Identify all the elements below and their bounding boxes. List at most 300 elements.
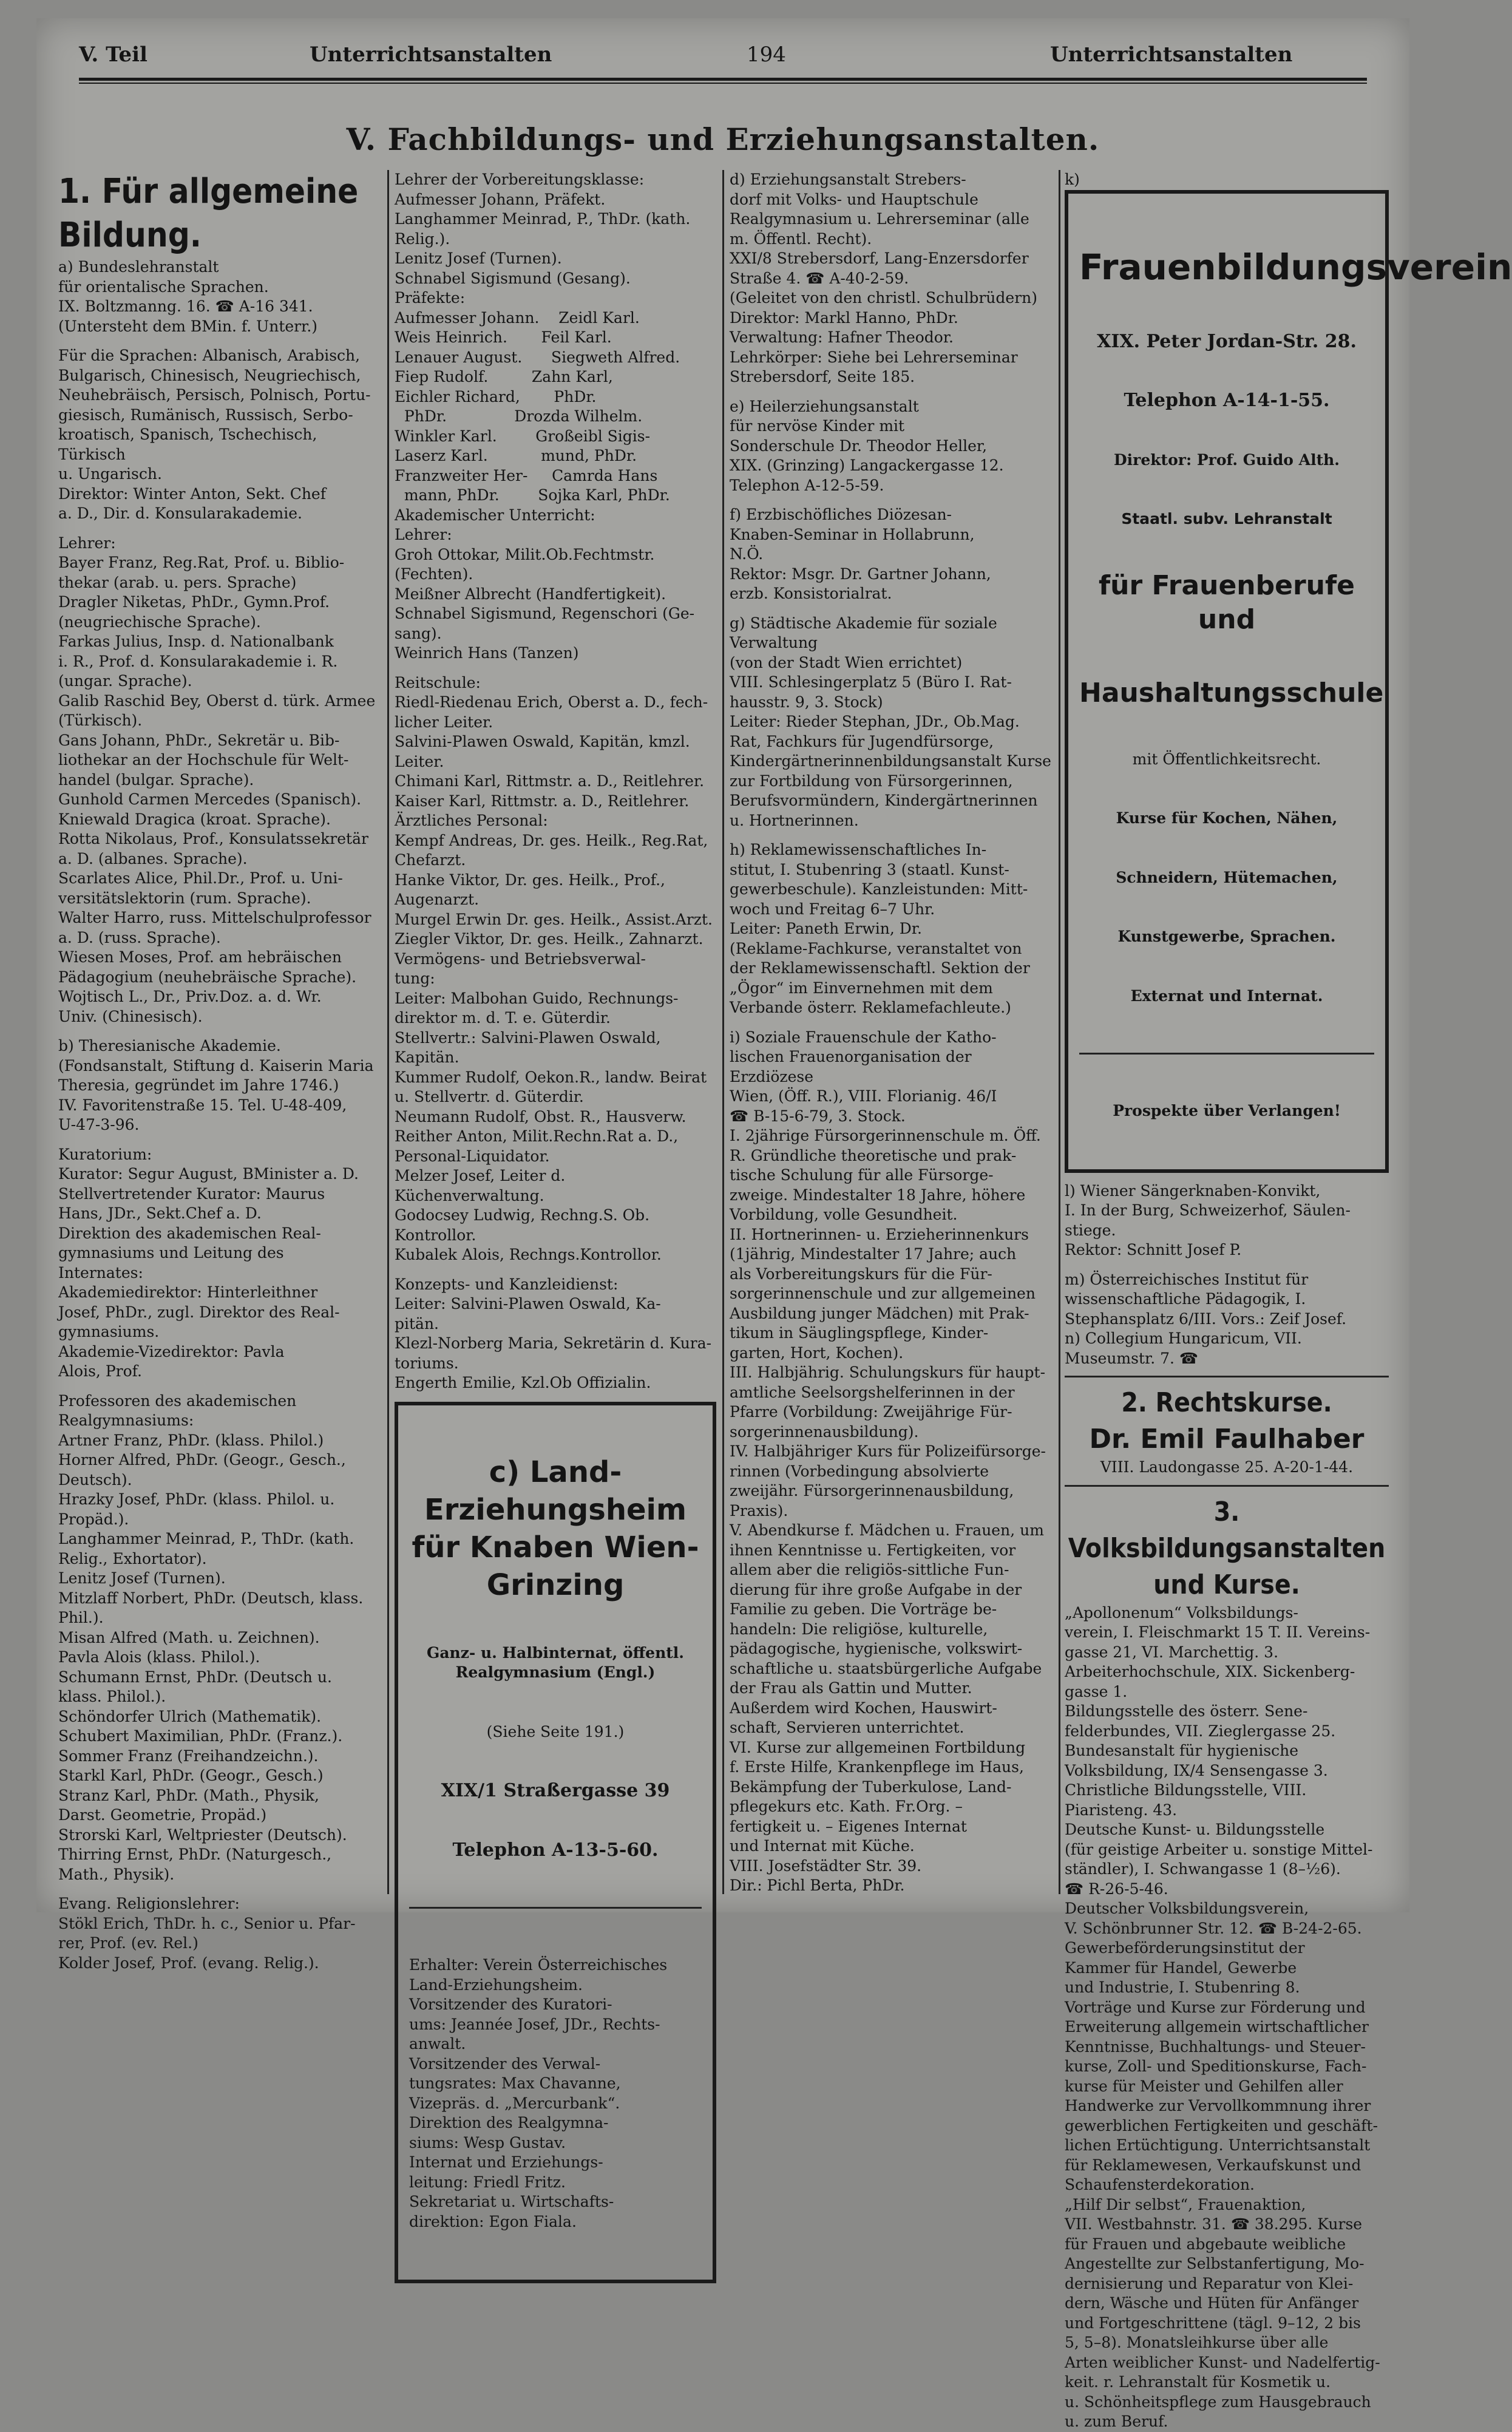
header-rule-thin xyxy=(79,83,1367,84)
text-line: Knaben-Seminar in Hollabrunn, xyxy=(730,525,975,543)
box-recht: mit Öffentlichkeitsrecht. xyxy=(1132,750,1321,768)
text-line: Erweiterung allgemein wirtschaftlicher xyxy=(1065,2018,1369,2036)
text-line: (neugriechische Sprache). xyxy=(58,613,261,631)
text-line: lischen Frauenorganisation der Erzdiözese xyxy=(730,1048,977,1085)
text-line: Neuhebräisch, Persisch, Polnisch, Portu- xyxy=(58,386,371,404)
text-line xyxy=(58,1884,380,1894)
text-line: ihnen Kenntnisse u. Fertigkeiten, vor xyxy=(730,1541,1016,1559)
text-line: Internates: xyxy=(58,1263,143,1282)
text-line: Dragler Niketas, PhDr., Gymn.Prof. xyxy=(58,593,330,611)
text-line: woch und Freitag 6–7 Uhr. xyxy=(730,900,935,918)
text-line: Walter Harro, russ. Mittelschulprofessor xyxy=(58,909,371,926)
text-line xyxy=(58,1382,380,1391)
box-kurse-4: Externat und Internat. xyxy=(1130,987,1323,1005)
text-line: a. D. (albanes. Sprache). xyxy=(58,849,248,868)
text-line: a) Bundeslehranstalt xyxy=(58,258,219,276)
column-2-text xyxy=(395,170,716,1393)
newspaper-page xyxy=(36,18,1512,2430)
rechtskurse-heading: 2. Rechtskurse. xyxy=(1121,1387,1332,1418)
text-line: Reitschule: xyxy=(395,673,481,691)
text-line: „Ögor“ im Einvernehmen mit dem xyxy=(730,979,993,997)
text-line: schaft, Servieren unterrichtet. xyxy=(730,1719,964,1736)
text-line: Hrazky Josef, PhDr. (klass. Philol. u. xyxy=(58,1490,335,1508)
text-line: Familie zu geben. Die Vorträge be- xyxy=(730,1600,997,1618)
text-line: Deutsche Kunst- u. Bildungsstelle xyxy=(1065,1821,1325,1838)
text-line: a. D. (russ. Sprache). xyxy=(58,928,221,946)
text-line: Reither Anton, Milit.Rechn.Rat a. D., xyxy=(395,1127,679,1145)
text-line: Bulgarisch, Chinesisch, Neugriechisch, xyxy=(58,366,361,384)
text-line: Theresia, gegründet im Jahre 1746.) xyxy=(58,1076,339,1094)
text-line: ständler), I. Schwangasse 1 (8–½6). xyxy=(1065,1860,1341,1878)
box-director: Direktor: Prof. Guido Alth. xyxy=(1113,450,1340,469)
text-line: Laserz Karl. mund, PhDr. xyxy=(395,447,637,464)
text-line xyxy=(58,336,380,346)
text-line: Pfarre (Vorbildung: Zweijährige Für- xyxy=(730,1403,1012,1421)
text-line: fertigkeit u. – Eigenes Internat xyxy=(730,1817,967,1835)
ad-subtitle: Ganz- u. Halbinternat, öffentl. Realgymnasium (Engl.) xyxy=(426,1643,690,1681)
text-line: Kindergärtnerinnenbildungsanstalt Kurse xyxy=(730,752,1051,770)
section-divider xyxy=(1065,1485,1389,1487)
text-line: handel (bulgar. Sprache). xyxy=(58,770,254,789)
text-line: Leiter: Malbohan Guido, Rechnungs- xyxy=(395,989,679,1007)
text-line: gymnasiums und Leitung des xyxy=(58,1244,284,1262)
text-line: tungsrates: Max Chavanne, xyxy=(409,2074,621,2092)
text-line: Leiter: Paneth Erwin, Dr. xyxy=(730,920,922,937)
text-line: Misan Alfred (Math. u. Zeichnen). xyxy=(58,1628,320,1646)
text-line: Rotta Nikolaus, Prof., Konsulatssekretär xyxy=(58,830,368,847)
box-title: Frauenbildungsverein xyxy=(1079,246,1512,288)
text-line: als Vorbereitungskurs für die Für- xyxy=(730,1265,992,1283)
text-line: Gans Johann, PhDr., Sekretär u. Bib- xyxy=(58,731,340,749)
text-line: R. Gründliche theoretische und prak- xyxy=(730,1146,1017,1164)
text-line: Internat und Erziehungs- xyxy=(409,2153,603,2171)
text-line: Salvini-Plawen Oswald, Kapitän, kmzl. xyxy=(395,733,690,750)
text-line: Meißner Albrecht (Handfertigkeit). xyxy=(395,585,666,603)
text-line xyxy=(58,524,380,534)
text-line: u. Hortnerinnen. xyxy=(730,811,859,829)
box-big-1: für Frauenberufe und xyxy=(1099,569,1365,635)
rechtskurse-address: VIII. Laudongasse 25. A-20-1-44. xyxy=(1100,1458,1354,1476)
text-line: Schöndorfer Ulrich (Mathematik). xyxy=(58,1707,322,1725)
text-line: V. Schönbrunner Str. 12. ☎ B-24-2-65. xyxy=(1065,1919,1362,1937)
ad-text xyxy=(409,1955,702,2232)
text-line: Deutscher Volksbildungsverein, xyxy=(1065,1900,1309,1917)
text-line: Langhammer Meinrad, P., ThDr. (kath. xyxy=(58,1530,354,1547)
text-line: Realgymnasiums: xyxy=(58,1411,194,1429)
text-line: Relig.). xyxy=(395,229,450,248)
text-line: a. D., Dir. d. Konsularakademie. xyxy=(58,504,302,522)
text-line: Für die Sprachen: Albanisch, Arabisch, xyxy=(58,347,361,364)
text-line: Praxis). xyxy=(730,1501,788,1520)
text-line: Wien, (Öff. R.), VIII. Florianig. 46/I xyxy=(730,1087,997,1105)
text-line: Pädagogium (neuhebräische Sprache). xyxy=(58,968,357,986)
text-line xyxy=(730,387,1053,397)
text-line: (1jährig, Mindestalter 17 Jahre; auch xyxy=(730,1245,1017,1263)
text-line: sorgerinnenausbildung). xyxy=(730,1422,919,1441)
text-line xyxy=(730,1018,1053,1028)
text-line: tische Schulung für alle Fürsorge- xyxy=(730,1166,994,1184)
text-line: Stellvertr.: Salvini-Plawen Oswald, xyxy=(395,1028,661,1047)
text-line: Hanke Viktor, Dr. ges. Heilk., Prof., xyxy=(395,871,665,889)
text-line: Univ. (Chinesisch). xyxy=(58,1007,203,1025)
text-line: Ärztliches Personal: xyxy=(395,812,548,829)
text-line xyxy=(58,1135,380,1145)
text-line: I. In der Burg, Schweizerhof, Säulen- xyxy=(1065,1201,1351,1219)
text-line: (Fechten). xyxy=(395,565,473,583)
box-staat: Staatl. subv. Lehranstalt xyxy=(1121,510,1332,528)
text-line: Rat, Fachkurs für Jugendfürsorge, xyxy=(730,732,994,750)
text-line: felderbundes, VII. Zieglergasse 25. xyxy=(1065,1722,1336,1740)
text-line: liothekar an der Hochschule für Welt- xyxy=(58,751,349,769)
column-divider xyxy=(722,170,724,1894)
text-line: zweijähr. Fürsorgerinnenausbildung, xyxy=(730,1482,1014,1500)
ad-reference: (Siehe Seite 191.) xyxy=(486,1722,625,1741)
text-line: zur Fortbildung von Fürsorgerinnen, xyxy=(730,772,1013,790)
text-line: gasse 21, VI. Marchettig. 3. xyxy=(1065,1643,1279,1661)
ad-divider xyxy=(409,1907,702,1909)
text-line: klass. Philol.). xyxy=(58,1688,166,1705)
text-line: Sonderschule Dr. Theodor Heller, xyxy=(730,436,988,455)
text-line: leitung: Friedl Fritz. xyxy=(409,2173,566,2191)
text-line: Lehrer: xyxy=(58,534,116,552)
text-line: Vorträge und Kurse zur Förderung und xyxy=(1065,1998,1366,2016)
text-line: Horner Alfred, PhDr. (Geogr., Gesch., xyxy=(58,1451,346,1469)
text-line: kurse für Meister und Gehilfen aller xyxy=(1065,2077,1343,2095)
text-line: Arbeiterhochschule, XIX. Sickenberg- xyxy=(1065,1663,1355,1680)
text-line: VII. Westbahnstr. 31. ☎ 38.295. Kurse xyxy=(1065,2215,1363,2233)
text-line: Lehrer der Vorbereitungsklasse: xyxy=(395,171,645,188)
text-line: dern, Wäsche und Hüten für Anfänger xyxy=(1065,2294,1359,2312)
text-line: wissenschaftliche Pädagogik, I. xyxy=(1065,1290,1306,1308)
text-line: Rektor: Schnitt Josef P. xyxy=(1065,1241,1242,1258)
text-line: Engerth Emilie, Kzl.Ob Offizialin. xyxy=(395,1374,651,1391)
text-line: Lenitz Josef (Turnen). xyxy=(58,1569,226,1587)
ad-address: XIX/1 Straßergasse 39 xyxy=(441,1780,670,1801)
text-line: kroatisch, Spanisch, Tschechisch, Türkisch xyxy=(58,426,322,463)
text-line: Sekretariat u. Wirtschafts- xyxy=(409,2193,614,2210)
ad-telephone: Telephon A-13-5-60. xyxy=(452,1839,659,1861)
text-line: e) Heilerziehungsanstalt xyxy=(730,397,919,415)
text-line: tung: xyxy=(395,970,435,987)
text-line: VIII. Josefstädter Str. 39. xyxy=(730,1856,922,1875)
text-line: N.Ö. xyxy=(730,545,764,563)
text-line: Strorski Karl, Weltpriester (Deutsch). xyxy=(58,1826,347,1844)
text-line: U-47-3-96. xyxy=(58,1116,140,1133)
text-line: u. zum Beruf. xyxy=(1065,2413,1168,2430)
text-line: für Reklamewesen, Verkaufskunst und xyxy=(1065,2156,1361,2174)
text-line: (Reklame-Fachkurse, veranstaltet von xyxy=(730,939,1022,957)
text-line: Gunhold Carmen Mercedes (Spanisch). xyxy=(58,790,362,808)
text-line: Bundesanstalt für hygienische xyxy=(1065,1742,1299,1759)
text-line: Murgel Erwin Dr. ges. Heilk., Assist.Arzt. xyxy=(395,910,713,928)
text-line: Direktion des akademischen Real- xyxy=(58,1224,321,1242)
text-line: PhDr. Drozda Wilhelm. xyxy=(395,407,643,425)
text-line: VI. Kurse zur allgemeinen Fortbildung xyxy=(730,1738,1026,1756)
text-line xyxy=(58,1027,380,1036)
advertisement-box xyxy=(395,1402,716,2284)
text-line: anwalt. xyxy=(409,2035,466,2053)
text-line: Konzepts- und Kanzleidienst: xyxy=(395,1275,619,1293)
text-line: u. Ungarisch. xyxy=(58,465,162,483)
text-line: i. R., Prof. d. Konsularakademie i. R. xyxy=(58,652,338,670)
text-line: IX. Boltzmanng. 16. ☎ A-16 341. xyxy=(58,297,313,315)
text-line: (Geleitet von den christl. Schulbrüdern) xyxy=(730,289,1038,307)
text-line: Verwaltung xyxy=(730,634,818,651)
text-line: Erhalter: Verein Österreichisches xyxy=(409,1956,668,1974)
text-line: direktion: Egon Fiala. xyxy=(409,2212,577,2230)
text-line: Vizepräs. d. „Mercurbank“. xyxy=(409,2094,620,2112)
text-line: (Türkisch). xyxy=(58,712,143,729)
text-line: versitätslektorin (rum. Sprache). xyxy=(58,889,311,907)
ad-title: c) Land-Erziehungsheim für Knaben Wien-Grinzing xyxy=(412,1455,699,1602)
text-line: Farkas Julius, Insp. d. Nationalbank xyxy=(58,633,334,650)
text-line: pflegekurs etc. Kath. Fr.Org. – xyxy=(730,1798,963,1815)
text-line: VIII. Schlesingerplatz 5 (Büro I. Rat- xyxy=(730,673,1012,691)
text-line: Josef, PhDr., zugl. Direktor des Real- xyxy=(58,1303,340,1321)
text-line: XXI/8 Strebersdorf, Lang-Enzersdorfer xyxy=(730,250,1029,267)
text-line: dernisierung und Reparatur von Klei- xyxy=(1065,2274,1354,2292)
column-4 xyxy=(1065,170,1512,2432)
text-line: zweige. Mindestalter 18 Jahre, höhere xyxy=(730,1186,1026,1204)
text-line: Kummer Rudolf, Oekon.R., landw. Beirat xyxy=(395,1068,707,1086)
text-line: hausstr. 9, 3. Stock) xyxy=(730,693,883,711)
text-line: Kempf Andreas, Dr. ges. Heilk., Reg.Rat, xyxy=(395,831,708,849)
text-line: siums: Wesp Gustav. xyxy=(409,2133,566,2152)
text-line: Aufmesser Johann. Zeidl Karl. xyxy=(395,308,640,327)
text-line: Stephansplatz 6/III. Vors.: Zeif Josef. xyxy=(1065,1309,1347,1328)
column-3-text xyxy=(730,170,1053,1896)
text-line: Melzer Josef, Leiter d. Küchenverwaltung. xyxy=(395,1167,571,1204)
section-divider xyxy=(1065,1376,1389,1377)
text-line: ☎ R-26-5-46. xyxy=(1065,1880,1168,1898)
text-line: gewerblichen Fertigkeiten und geschäft- xyxy=(1065,2116,1378,2135)
text-line: Kenntnisse, Buchhaltungs- und Steuer- xyxy=(1065,2037,1366,2056)
text-line: b) Theresianische Akademie. xyxy=(58,1037,281,1055)
text-line: Stranz Karl, PhDr. (Math., Physik, xyxy=(58,1786,319,1804)
text-line: keit. r. Lehranstalt für Kosmetik u. xyxy=(1065,2373,1331,2391)
text-line: pitän. xyxy=(395,1314,439,1333)
header-right-title: Unterrichtsanstalten xyxy=(1050,42,1293,67)
column-4-text-b xyxy=(1065,1603,1389,2432)
text-line: Kurator: Segur August, BMinister a. D. xyxy=(58,1165,359,1183)
text-line: Dir.: Pichl Berta, PhDr. xyxy=(730,1877,905,1894)
text-line: Stellvertretender Kurator: Maurus xyxy=(58,1184,325,1203)
text-line: Weis Heinrich. Feil Karl. xyxy=(395,328,612,346)
text-line: Winkler Karl. Großeibl Sigis- xyxy=(395,427,651,445)
text-line: Godocsey Ludwig, Rechng.S. Ob. Kontrollor. xyxy=(395,1206,655,1244)
text-line xyxy=(395,1265,716,1275)
text-line: sang). xyxy=(395,624,442,642)
running-header xyxy=(79,38,1367,74)
text-line: erzb. Konsistorialrat. xyxy=(730,585,892,602)
text-line: h) Reklamewissenschaftliches In- xyxy=(730,841,987,858)
text-line: m) Österreichisches Institut für xyxy=(1065,1270,1309,1288)
text-line: Kaiser Karl, Rittmstr. a. D., Reitlehrer. xyxy=(395,792,690,810)
text-line: gasse 1. xyxy=(1065,1682,1128,1700)
text-line: Ausbildung junger Mädchen) mit Prak- xyxy=(730,1304,1029,1322)
text-line: Kniewald Dragica (kroat. Sprache). xyxy=(58,810,331,828)
text-line: Museumstr. 7. ☎ xyxy=(1065,1349,1199,1367)
header-left-title: Unterrichtsanstalten xyxy=(310,42,552,67)
text-line: dierung für ihre große Aufgabe in der xyxy=(730,1580,1022,1598)
text-line: Land-Erziehungsheim. xyxy=(409,1975,583,1994)
text-line: Straße 4. ☎ A-40-2-59. xyxy=(730,269,909,287)
text-line: Angestellte zur Selbstanfertigung, Mo- xyxy=(1065,2255,1365,2272)
text-line: Schnabel Sigismund (Gesang). xyxy=(395,269,631,287)
text-line: und Industrie, I. Stubenring 8. xyxy=(1065,1979,1300,1996)
text-line: Lehrkörper: Siehe bei Lehrerseminar xyxy=(730,348,1018,366)
text-line: Lehrer: xyxy=(395,526,452,543)
text-line: Starkl Karl, PhDr. (Geogr., Gesch.) xyxy=(58,1767,324,1784)
text-line: m. Öffentl. Recht). xyxy=(730,229,872,248)
text-line: IV. Halbjähriger Kurs für Polizeifürsorge- xyxy=(730,1442,1046,1460)
text-line: Groh Ottokar, Milit.Ob.Fechtmstr. xyxy=(395,545,655,563)
text-line: Eichler Richard, PhDr. xyxy=(395,387,597,406)
text-line: Phil.). xyxy=(58,1609,104,1626)
text-line: Sommer Franz (Freihandzeichn.). xyxy=(58,1747,319,1765)
text-line: Stökl Erich, ThDr. h. c., Senior u. Pfar- xyxy=(58,1914,356,1932)
text-line: handeln: Die religiöse, kulturelle, xyxy=(730,1620,988,1638)
text-line: „Hilf Dir selbst“, Frauenaktion, xyxy=(1065,2195,1306,2213)
text-line: Leiter: Rieder Stephan, JDr., Ob.Mag. xyxy=(730,713,1020,730)
text-line: Klezl-Norberg Maria, Sekretärin d. Kura- xyxy=(395,1334,712,1352)
rechtskurse-name: Dr. Emil Faulhaber xyxy=(1089,1424,1365,1455)
text-line: tikum in Säuglingspflege, Kinder- xyxy=(730,1324,989,1342)
text-line: Mitzlaff Norbert, PhDr. (Deutsch, klass. xyxy=(58,1589,364,1607)
text-line: u. Schönheitspflege zum Hausgebrauch xyxy=(1065,2393,1371,2411)
text-line: lichen Ertüchtigung. Unterrichtsanstalt xyxy=(1065,2136,1371,2154)
box-kurse-3: Kunstgewerbe, Sprachen. xyxy=(1117,928,1336,945)
text-line: Schubert Maximilian, PhDr. (Franz.). xyxy=(58,1727,343,1745)
text-line: für orientalische Sprachen. xyxy=(58,277,269,296)
text-line: Kuratorium: xyxy=(58,1145,152,1163)
text-line: Pavla Alois (klass. Philol.). xyxy=(58,1648,260,1666)
text-line: Hans, JDr., Sekt.Chef a. D. xyxy=(58,1204,262,1222)
text-line: Galib Raschid Bey, Oberst d. türk. Armee xyxy=(58,691,376,710)
text-line: Präfekte: xyxy=(395,289,466,307)
text-line: XIX. (Grinzing) Langackergasse 12. xyxy=(730,457,1004,474)
column-4-text-a xyxy=(1065,1181,1389,1369)
text-line: Thirring Ernst, PhDr. (Naturgesch., xyxy=(58,1846,332,1863)
text-line: Verwaltung: Hafner Theodor. xyxy=(730,328,954,346)
box-kurse-1: Kurse für Kochen, Nähen, xyxy=(1116,809,1338,827)
text-line: direktor m. d. T. e. Güterdir. xyxy=(395,1009,611,1027)
text-line: Fiep Rudolf. Zahn Karl, xyxy=(395,368,613,386)
text-line: dorf mit Volks- und Hauptschule xyxy=(730,190,978,208)
text-line: Leiter: Salvini-Plawen Oswald, Ka- xyxy=(395,1295,661,1313)
text-line: Verbande österr. Reklamefachleute.) xyxy=(730,999,1011,1016)
text-line: Bayer Franz, Reg.Rat, Prof. u. Biblio- xyxy=(58,554,345,571)
text-line: III. Halbjährig. Schulungskurs für haupt- xyxy=(730,1364,1046,1381)
text-line: sorgerinnenschule und zur allgemeinen xyxy=(730,1285,1036,1302)
text-line: Piaristeng. 43. xyxy=(1065,1801,1178,1819)
column-2 xyxy=(395,170,716,2283)
text-line: Handwerke zur Vervollkommnung ihrer xyxy=(1065,2097,1371,2114)
text-line: Wiesen Moses, Prof. am hebräischen xyxy=(58,948,342,966)
text-line: Vermögens- und Betriebsverwal- xyxy=(395,949,646,968)
text-line: I. 2jährige Fürsorgerinnenschule m. Öff. xyxy=(730,1127,1041,1144)
text-line: stiege. xyxy=(1065,1221,1116,1239)
text-line: (ungar. Sprache). xyxy=(58,672,192,690)
text-line: Ziegler Viktor, Dr. ges. Heilk., Zahnarzt. xyxy=(395,930,703,948)
text-line: Arten weiblicher Kunst- und Nadelfertig- xyxy=(1065,2353,1380,2371)
text-line: pädagogische, hygienische, volkswirt- xyxy=(730,1640,1023,1657)
text-line: n) Collegium Hungaricum, VII. xyxy=(1065,1330,1302,1347)
text-line: schaftliche u. staatsbürgerliche Aufgabe xyxy=(730,1659,1042,1677)
text-line: (Fondsanstalt, Stiftung d. Kaiserin Maria xyxy=(58,1056,374,1075)
text-line: ☎ B-15-6-79, 3. Stock. xyxy=(730,1107,906,1125)
text-line: Vorsitzender des Verwal- xyxy=(409,2054,601,2073)
text-line: Franzweiter Her- Camrda Hans xyxy=(395,466,658,484)
frauenbildungsverein-box xyxy=(1065,190,1512,1173)
text-line: l) Wiener Sängerknaben-Konvikt, xyxy=(1065,1181,1321,1200)
text-line: Telephon A-12-5-59. xyxy=(730,476,884,494)
box-kurse-2: Schneidern, Hütemachen, xyxy=(1116,868,1338,886)
column-1-text xyxy=(58,257,380,1973)
text-line: Direktor: Winter Anton, Sekt. Chef xyxy=(58,484,326,503)
text-line: (für geistige Arbeiter u. sonstige Mittel- xyxy=(1065,1840,1373,1858)
box-telephone: Telephon A-14-1-55. xyxy=(1124,390,1330,411)
text-line: Kammer für Handel, Gewerbe xyxy=(1065,1958,1297,1977)
text-line: II. Hortnerinnen- u. Erzieherinnenkurs xyxy=(730,1225,1029,1243)
text-line: Lenauer August. Siegweth Alfred. xyxy=(395,348,680,366)
text-line: toriums. xyxy=(395,1354,459,1372)
text-line: Neumann Rudolf, Obst. R., Hausverw. xyxy=(395,1107,687,1126)
text-line: Volksbildung, IX/4 Sensengasse 3. xyxy=(1065,1761,1328,1779)
text-line: amtliche Seelsorgshelferinnen in der xyxy=(730,1383,1015,1401)
text-line: Schaufensterdekoration. xyxy=(1065,2176,1255,2193)
text-line: Akademiedirektor: Hinterleithner xyxy=(58,1283,318,1301)
text-line: ums: Jeannée Josef, JDr., Rechts- xyxy=(409,2015,660,2033)
text-line: Relig., Exhortator). xyxy=(58,1549,207,1568)
column-divider xyxy=(387,170,389,1894)
text-line: Scarlates Alice, Phil.Dr., Prof. u. Uni- xyxy=(58,869,343,887)
text-line: mann, PhDr. Sojka Karl, PhDr. xyxy=(395,486,670,504)
text-line: gewerbeschule). Kanzleistunden: Mitt- xyxy=(730,880,1028,898)
text-line: Wojtisch L., Dr., Priv.Doz. a. d. Wr. xyxy=(58,988,322,1005)
text-line: Weinrich Hans (Tanzen) xyxy=(395,644,579,662)
text-line: IV. Favoritenstraße 15. Tel. U-48-409, xyxy=(58,1096,347,1114)
text-line: Vorbildung, volle Gesundheit. xyxy=(730,1206,958,1223)
section-heading: 1. Für allgemeine Bildung. xyxy=(58,172,369,255)
text-line: Gewerbeförderungsinstitut der xyxy=(1065,1939,1305,1957)
box-address: XIX. Peter Jordan-Str. 28. xyxy=(1097,330,1357,352)
volksbildung-heading: 3. Volksbildungsanstalten und Kurse. xyxy=(1068,1496,1394,1600)
text-line xyxy=(730,830,1053,840)
text-line: V. Abendkurse f. Mädchen u. Frauen, um xyxy=(730,1521,1044,1539)
text-line: Alois, Prof. xyxy=(58,1362,142,1380)
text-line: f) Erzbischöfliches Diözesan- xyxy=(730,506,952,523)
text-line xyxy=(1065,1260,1389,1270)
text-line: rinnen (Vorbedingung absolvierte xyxy=(730,1462,989,1480)
text-line: der Reklamewissenschaftl. Sektion der xyxy=(730,959,1030,977)
text-line: Lenitz Josef (Turnen). xyxy=(395,250,562,267)
text-line: und Internat mit Küche. xyxy=(730,1837,915,1855)
text-line: Schnabel Sigismund, Regenschori (Ge- xyxy=(395,605,695,622)
box-big-2: Haushaltungsschule xyxy=(1079,677,1384,708)
text-line: Augenarzt. xyxy=(395,891,480,908)
text-line: d) Erziehungsanstalt Strebers- xyxy=(730,171,966,188)
text-line: Außerdem wird Kochen, Hauswirt- xyxy=(730,1699,997,1717)
text-line: giesisch, Rumänisch, Russisch, Serbo- xyxy=(58,406,353,424)
text-line: Personal-Liquidator. xyxy=(395,1147,550,1165)
text-line: Bekämpfung der Tuberkulose, Land- xyxy=(730,1778,1012,1796)
box-divider xyxy=(1079,1053,1374,1055)
text-line: Deutsch). xyxy=(58,1470,132,1489)
text-line: für nervöse Kinder mit xyxy=(730,417,905,435)
column-1 xyxy=(58,170,380,1973)
text-line: u. Stellvertr. d. Güterdir. xyxy=(395,1088,584,1106)
